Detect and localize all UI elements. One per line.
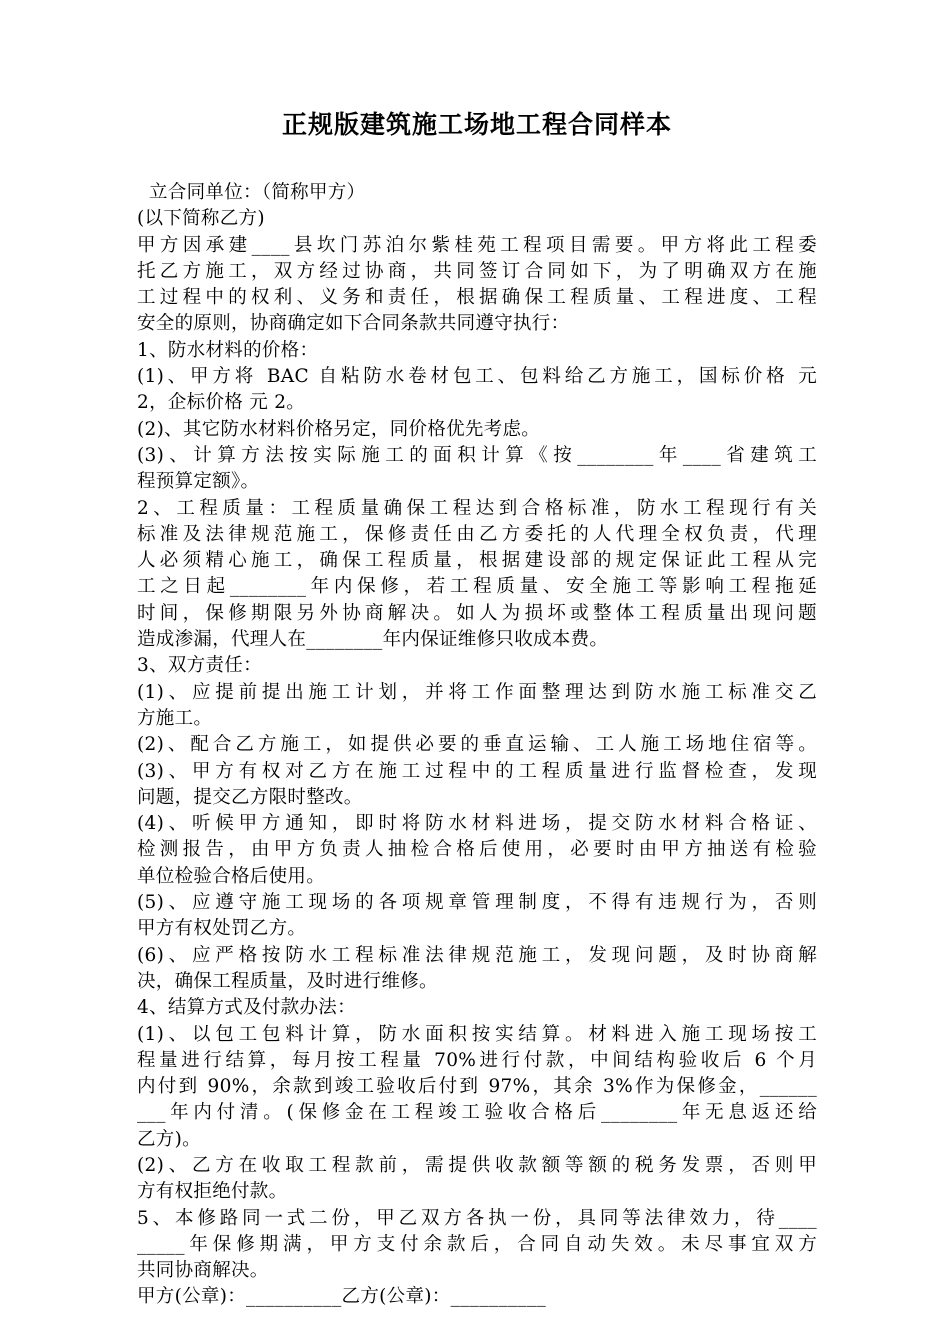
body-line: 共同协商解决。 [137,1260,269,1282]
body-line: 人必须精心施工，确保工程质量，根据建设部的规定保证此工程从完 [137,550,817,572]
body-line: ___年内付清。(保修金在工程竣工验收合格后________年无息返还给 [137,1102,817,1124]
body-line: 工过程中的权利、义务和责任，根据确保工程质量、工程进度、工程 [137,287,817,309]
body-line: 3、双方责任： [137,655,262,677]
body-line: (2)、乙方在收取工程款前，需提供收款额等额的税务发票，否则甲 [137,1154,817,1176]
body-line: (2)、配合乙方施工，如提供必要的垂直运输、工人施工场地住宿等。 [137,734,817,756]
body-line: (以下简称乙方) [137,208,265,230]
body-line: (1)、甲方将 BAC 自粘防水卷材包工、包料给乙方施工，国标价格 元 [137,366,817,388]
body-line: (1)、应提前提出施工计划，并将工作面整理达到防水施工标准交乙 [137,681,817,703]
body-line: 甲方因承建____县坎门苏泊尔紫桂苑工程项目需要。甲方将此工程委 [137,234,817,256]
body-line: 2、工程质量：工程质量确保工程达到合格标准，防水工程现行有关 [137,497,817,519]
body-line: 托乙方施工，双方经过协商，共同签订合同如下，为了明确双方在施 [137,260,817,282]
body-line: 工之日起________年内保修，若工程质量、安全施工等影响工程拖延 [137,576,817,598]
body-line: 单位检验合格后使用。 [137,865,326,887]
body-line: 方有权拒绝付款。 [137,1181,288,1203]
body-line: 乙方)。 [137,1128,201,1150]
body-line: 方施工。 [137,707,213,729]
body-line: 5、本修路同一式二份，甲乙双方各执一份，具同等法律效力，待____ [137,1207,817,1229]
body-line: 甲方有权处罚乙方。 [137,918,307,940]
body-line: (5)、应遵守施工现场的各项规章管理制度，不得有违规行为，否则 [137,892,817,914]
body-line: _____年保修期满，甲方支付余款后，合同自动失效。未尽事宜双方 [137,1233,817,1255]
body-line: (4)、听候甲方通知，即时将防水材料进场，提交防水材料合格证、 [137,813,817,835]
body-line: (2)、其它防水材料价格另定，同价格优先考虑。 [137,418,541,440]
document-page [137,108,817,1311]
body-line: 立合同单位：（简称甲方） [149,182,366,203]
body-line: (6)、应严格按防水工程标准法律规范施工，发现问题，及时协商解 [137,944,817,966]
body-line: 1、防水材料的价格： [137,339,319,361]
body-line: 问题，提交乙方限时整改。 [137,786,363,808]
body-line: 时间，保修期限另外协商解决。如人为损坏或整体工程质量出现问题 [137,602,817,624]
body-line: 2，企标价格 元 2。 [137,392,306,414]
body-line: (3)、计算方法按实际施工的面积计算《按________年____省建筑工 [137,444,817,466]
body-line: 标准及法律规范施工，保修责任由乙方委托的人代理全权负责，代理 [137,523,817,545]
body-line: 程预算定额》。 [137,471,260,493]
body-line: (1)、以包工包料计算，防水面积按实结算。材料进入施工现场按工 [137,1023,817,1045]
body-line: 安全的原则，协商确定如下合同条款共同遵守执行： [137,313,570,335]
document-body [137,180,817,1284]
body-line: 4、结算方式及付款办法： [137,997,356,1019]
body-line: 检测报告，由甲方负责人抽检合格后使用，必要时由甲方抽送有检验 [137,839,817,861]
body-line: (3)、甲方有权对乙方在施工过程中的工程质量进行监督检查，发现 [137,760,817,782]
body-line: 内付到 90%，余款到竣工验收后付到 97%，其余 3%作为保修金，______ [137,1076,817,1098]
signature-line: 甲方(公章)：__________乙方(公章)：__________ [137,1286,547,1308]
body-line: 程量进行结算，每月按工程量 70%进行付款，中间结构验收后 6 个月 [137,1049,817,1071]
document-title: 正规版建筑施工场地工程合同样本 [281,110,672,139]
body-line: 造成渗漏，代理人在________年内保证维修只收成本费。 [137,629,609,651]
body-line: 决，确保工程质量，及时进行维修。 [137,970,438,992]
